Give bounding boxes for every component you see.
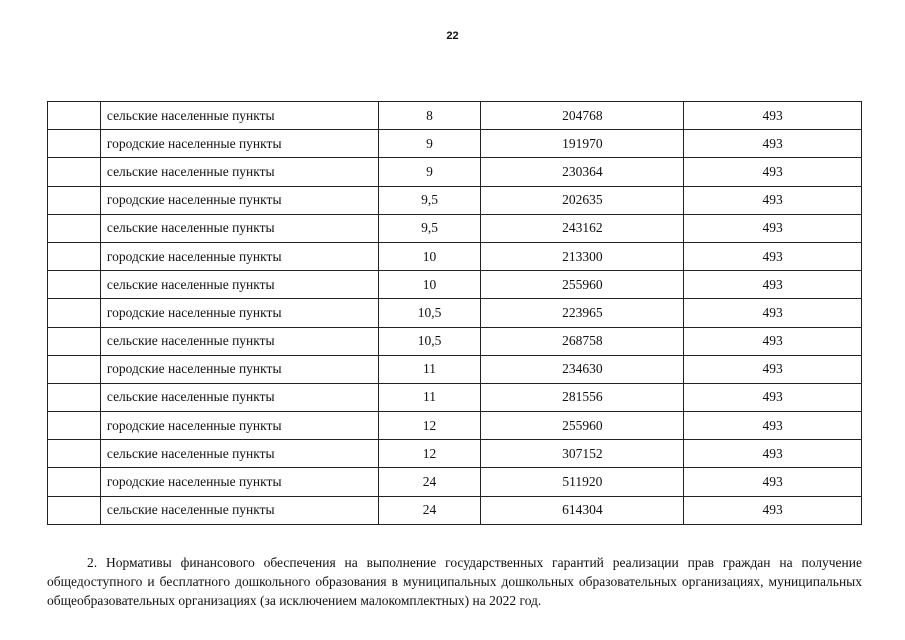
- table-cell-label: городские населенные пункты: [100, 130, 378, 158]
- table-cell-empty: [48, 412, 101, 440]
- norms-table: [47, 101, 862, 525]
- table-cell-empty: [48, 496, 101, 524]
- table-cell-value2: 223965: [481, 299, 684, 327]
- table-cell-label: городские населенные пункты: [100, 186, 378, 214]
- body-paragraph: 2. Нормативы финансового обеспечения на выполнение государственных гарантий реализации прав граждан на получение общедоступного и бесплатного дошкольного образования в муниципальных дошкольных образовательных организациях, муниципальных общеобразовательных организациях (за исключением малокомплектных) на 2022 год.: [47, 555, 862, 608]
- table-cell-value1: 9: [378, 130, 481, 158]
- table-cell-value2: 213300: [481, 242, 684, 270]
- table-cell-value3: 493: [684, 158, 862, 186]
- table-row: [48, 186, 862, 214]
- norms-table-body: [48, 102, 862, 525]
- table-cell-value2: 230364: [481, 158, 684, 186]
- table-row: [48, 355, 862, 383]
- table-cell-value2: 511920: [481, 468, 684, 496]
- table-row: [48, 130, 862, 158]
- table-cell-value2: 255960: [481, 412, 684, 440]
- table-cell-label: городские населенные пункты: [100, 242, 378, 270]
- table-row: [48, 468, 862, 496]
- table-row: [48, 214, 862, 242]
- table-cell-value3: 493: [684, 468, 862, 496]
- table-cell-value3: 493: [684, 186, 862, 214]
- table-cell-empty: [48, 130, 101, 158]
- table-cell-empty: [48, 102, 101, 130]
- table-cell-label: сельские населенные пункты: [100, 271, 378, 299]
- table-cell-value2: 255960: [481, 271, 684, 299]
- table-cell-empty: [48, 355, 101, 383]
- table-cell-value3: 493: [684, 130, 862, 158]
- table-row: [48, 496, 862, 524]
- table-cell-value1: 12: [378, 440, 481, 468]
- table-cell-label: городские населенные пункты: [100, 468, 378, 496]
- table-cell-value1: 11: [378, 383, 481, 411]
- table-cell-value2: 202635: [481, 186, 684, 214]
- table-cell-value1: 9,5: [378, 186, 481, 214]
- table-cell-value2: 204768: [481, 102, 684, 130]
- table-cell-value3: 493: [684, 496, 862, 524]
- table-cell-value1: 24: [378, 468, 481, 496]
- table-cell-label: сельские населенные пункты: [100, 327, 378, 355]
- table-row: [48, 412, 862, 440]
- table-cell-empty: [48, 158, 101, 186]
- table-cell-empty: [48, 327, 101, 355]
- table-cell-empty: [48, 383, 101, 411]
- table-cell-label: городские населенные пункты: [100, 355, 378, 383]
- table-row: [48, 158, 862, 186]
- table-cell-value1: 11: [378, 355, 481, 383]
- table-cell-value2: 614304: [481, 496, 684, 524]
- table-cell-label: сельские населенные пункты: [100, 102, 378, 130]
- table-cell-value1: 9,5: [378, 214, 481, 242]
- table-cell-empty: [48, 440, 101, 468]
- table-cell-value1: 10,5: [378, 327, 481, 355]
- table-cell-value3: 493: [684, 327, 862, 355]
- table-cell-value3: 493: [684, 383, 862, 411]
- table-cell-value3: 493: [684, 242, 862, 270]
- table-row: [48, 271, 862, 299]
- table-row: [48, 383, 862, 411]
- table-cell-empty: [48, 242, 101, 270]
- table-row: [48, 327, 862, 355]
- table-cell-empty: [48, 468, 101, 496]
- table-cell-value3: 493: [684, 412, 862, 440]
- table-cell-label: сельские населенные пункты: [100, 496, 378, 524]
- table-cell-value2: 281556: [481, 383, 684, 411]
- table-cell-value1: 10: [378, 242, 481, 270]
- table-cell-label: сельские населенные пункты: [100, 158, 378, 186]
- table-cell-empty: [48, 271, 101, 299]
- table-row: [48, 440, 862, 468]
- table-cell-value3: 493: [684, 271, 862, 299]
- table-cell-value3: 493: [684, 214, 862, 242]
- table-cell-value2: 243162: [481, 214, 684, 242]
- table-cell-value2: 234630: [481, 355, 684, 383]
- table-cell-label: городские населенные пункты: [100, 412, 378, 440]
- table-cell-value2: 191970: [481, 130, 684, 158]
- table-row: [48, 299, 862, 327]
- table-cell-label: сельские населенные пункты: [100, 214, 378, 242]
- table-cell-value1: 9: [378, 158, 481, 186]
- table-cell-value3: 493: [684, 355, 862, 383]
- table-cell-value2: 268758: [481, 327, 684, 355]
- table-cell-value1: 10: [378, 271, 481, 299]
- table-cell-value1: 12: [378, 412, 481, 440]
- table-cell-value3: 493: [684, 102, 862, 130]
- table-cell-value1: 8: [378, 102, 481, 130]
- page-number: 22: [446, 30, 459, 42]
- table-cell-label: городские населенные пункты: [100, 299, 378, 327]
- table-cell-empty: [48, 299, 101, 327]
- table-cell-value1: 24: [378, 496, 481, 524]
- table-cell-value3: 493: [684, 299, 862, 327]
- table-cell-label: сельские населенные пункты: [100, 383, 378, 411]
- table-row: [48, 102, 862, 130]
- table-cell-value1: 10,5: [378, 299, 481, 327]
- table-cell-empty: [48, 214, 101, 242]
- table-row: [48, 242, 862, 270]
- table-cell-label: сельские населенные пункты: [100, 440, 378, 468]
- table-cell-value3: 493: [684, 440, 862, 468]
- table-cell-empty: [48, 186, 101, 214]
- table-cell-value2: 307152: [481, 440, 684, 468]
